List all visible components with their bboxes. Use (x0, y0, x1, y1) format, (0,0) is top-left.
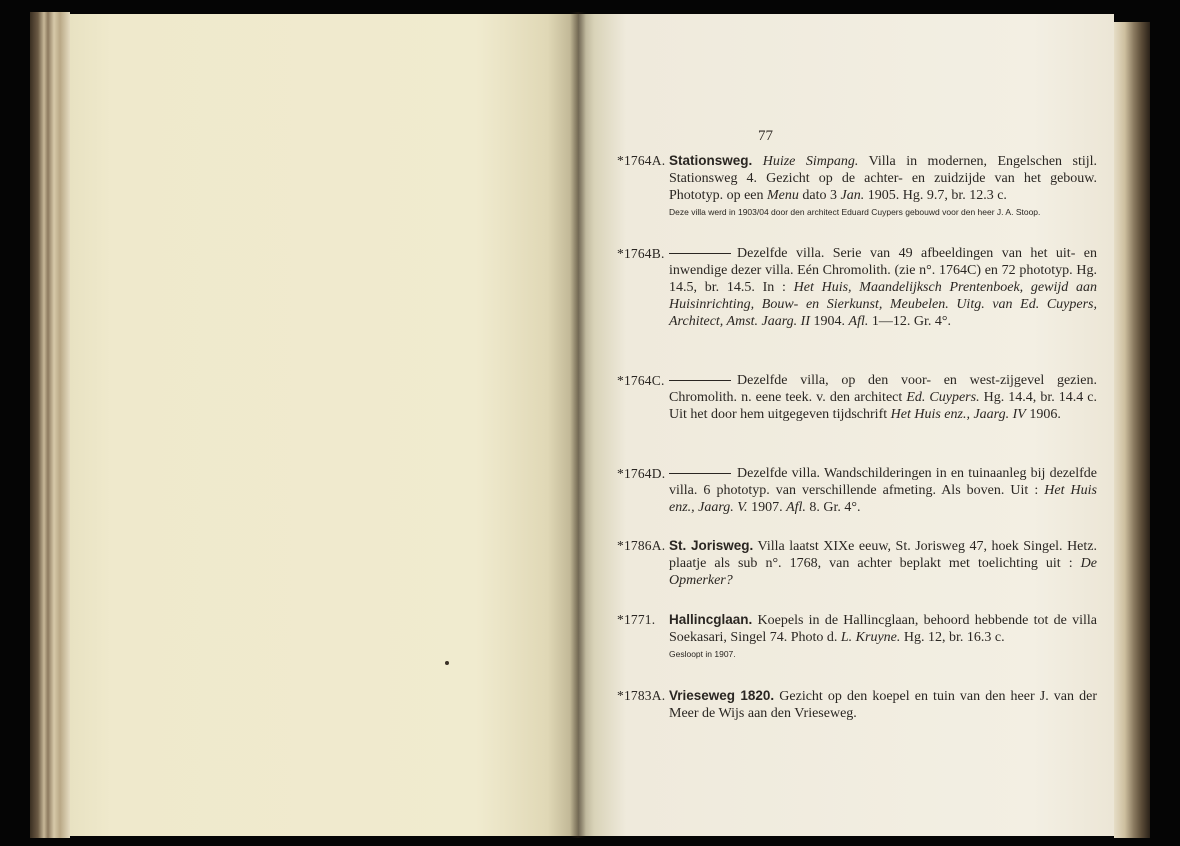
catalog-entry (617, 245, 1107, 330)
entry-heading: Stationsweg. (669, 153, 753, 168)
entry-text (752, 154, 762, 169)
entry-text: Hg. 12, br. 16.3 c. (900, 630, 1005, 645)
entry-body (669, 537, 1097, 589)
entry-number: *1786A. (617, 538, 666, 553)
entry-italic: Het Huis enz., Jaarg. V. (669, 483, 1097, 515)
entry-text: Hg. 14.4, br. 14.4 c. Uit het door hem uitgegeven tijdschrift (669, 390, 1098, 422)
entry-text: 1905. Hg. 9.7, br. 12.3 c. (864, 188, 1007, 203)
entry-note: Gesloopt in 1907. (669, 649, 736, 659)
entry-text: Dezelfde villa, op den voor- en west-zijgevel gezien. Chromolith. n. eene teek. v. den architect (669, 373, 1097, 405)
entry-body (669, 465, 1097, 516)
catalog-entry (617, 152, 1107, 218)
ditto-dash (669, 473, 731, 474)
catalog-entry (617, 611, 1107, 660)
entry-text: 1—12. Gr. 4°. (868, 314, 951, 329)
entry-number: *1764D. (617, 466, 666, 481)
entry-heading: Vrieseweg (669, 688, 736, 703)
entry-italic: L. Kruyne. (840, 630, 901, 645)
entry-italic: De Opmerker? (669, 556, 1097, 588)
entry-text: 1904. (810, 314, 849, 329)
entry-italic: Het Huis, Maandelijksch Prentenboek, gewijd aan Huisinrichting, Bouw- en Sierkunst, Meubelen. Uitg. van Ed. Cuypers, Architect, Amst. Jaarg. II (669, 280, 1097, 329)
entry-heading: St. Jorisweg. (669, 538, 754, 553)
entry-text: 1906. (1025, 407, 1061, 422)
page-number: 77 (758, 128, 773, 144)
entry-body (669, 611, 1097, 660)
catalog-entry (617, 687, 1107, 722)
entry-italic: Jan. (840, 188, 865, 203)
entry-text: 1907. (747, 500, 787, 515)
entry-body (669, 372, 1097, 423)
entry-number: *1764A. (617, 153, 666, 168)
entry-number: *1771. (617, 612, 656, 627)
entry-text: Dezelfde villa. Serie van 49 afbeeldingen van het uit- en inwendige dezer villa. Eén Chromolith. (zie n°. 1764C) en 72 phototyp. Hg. 14.5, br. 14.5. In : (669, 246, 1097, 295)
entry-heading: Hallincglaan. (669, 612, 753, 627)
entry-italic: Afl. (848, 314, 869, 329)
entry-italic: Het Huis enz., Jaarg. IV (890, 407, 1026, 422)
left-page (70, 14, 578, 836)
entry-note: Deze villa werd in 1903/04 door den architect Eduard Cuypers gebouwd voor den heer J. A. Stoop. (669, 207, 1041, 217)
left-page-edges (30, 12, 70, 838)
entry-text: 8. Gr. 4°. (805, 500, 861, 515)
entry-italic: Afl. (786, 500, 806, 515)
catalog-entry (617, 537, 1107, 589)
page-speck (445, 661, 449, 665)
entry-text: Dezelfde villa. Wandschilderingen in en tuinaanleg bij dezelfde villa. 6 phototyp. van verschillende afmeting. Als boven. Uit : (669, 466, 1097, 498)
book-gutter (570, 12, 586, 838)
entry-text: dato 3 (798, 188, 841, 203)
ditto-dash (669, 380, 731, 381)
entry-heading: 1820. (735, 688, 775, 703)
right-page-edges (1114, 22, 1150, 838)
entry-text: Gezicht op den koepel en tuin van den heer J. van der Meer de Wijs aan den Vrieseweg. (669, 689, 1097, 721)
entry-number: *1764B. (617, 246, 665, 261)
entry-italic: Huize Simpang. (762, 154, 859, 169)
entry-italic: Menu (767, 188, 799, 203)
entry-body (669, 152, 1097, 218)
entry-italic: Ed. Cuypers. (906, 390, 980, 405)
entry-text: Villa in modernen, Engelschen stijl. Stationsweg 4. Gezicht op de achter- en zuidzijde van het gebouw. Phototyp. op een (669, 154, 1098, 203)
entry-body (669, 245, 1097, 330)
entry-text: Villa laatst XIXe eeuw, St. Jorisweg 47, hoek Singel. Hetz. plaatje als sub n°. 1768, van achter beplakt met toelichting uit : (669, 539, 1097, 571)
entry-number: *1764C. (617, 373, 665, 388)
catalog-entry (617, 372, 1107, 423)
ditto-dash (669, 253, 731, 254)
entry-body (669, 687, 1097, 722)
entry-number: *1783A. (617, 688, 666, 703)
catalog-entry (617, 465, 1107, 516)
entry-text: Koepels in de Hallincglaan, behoord hebbende tot de villa Soekasari, Singel 74. Photo d. (669, 613, 1097, 645)
